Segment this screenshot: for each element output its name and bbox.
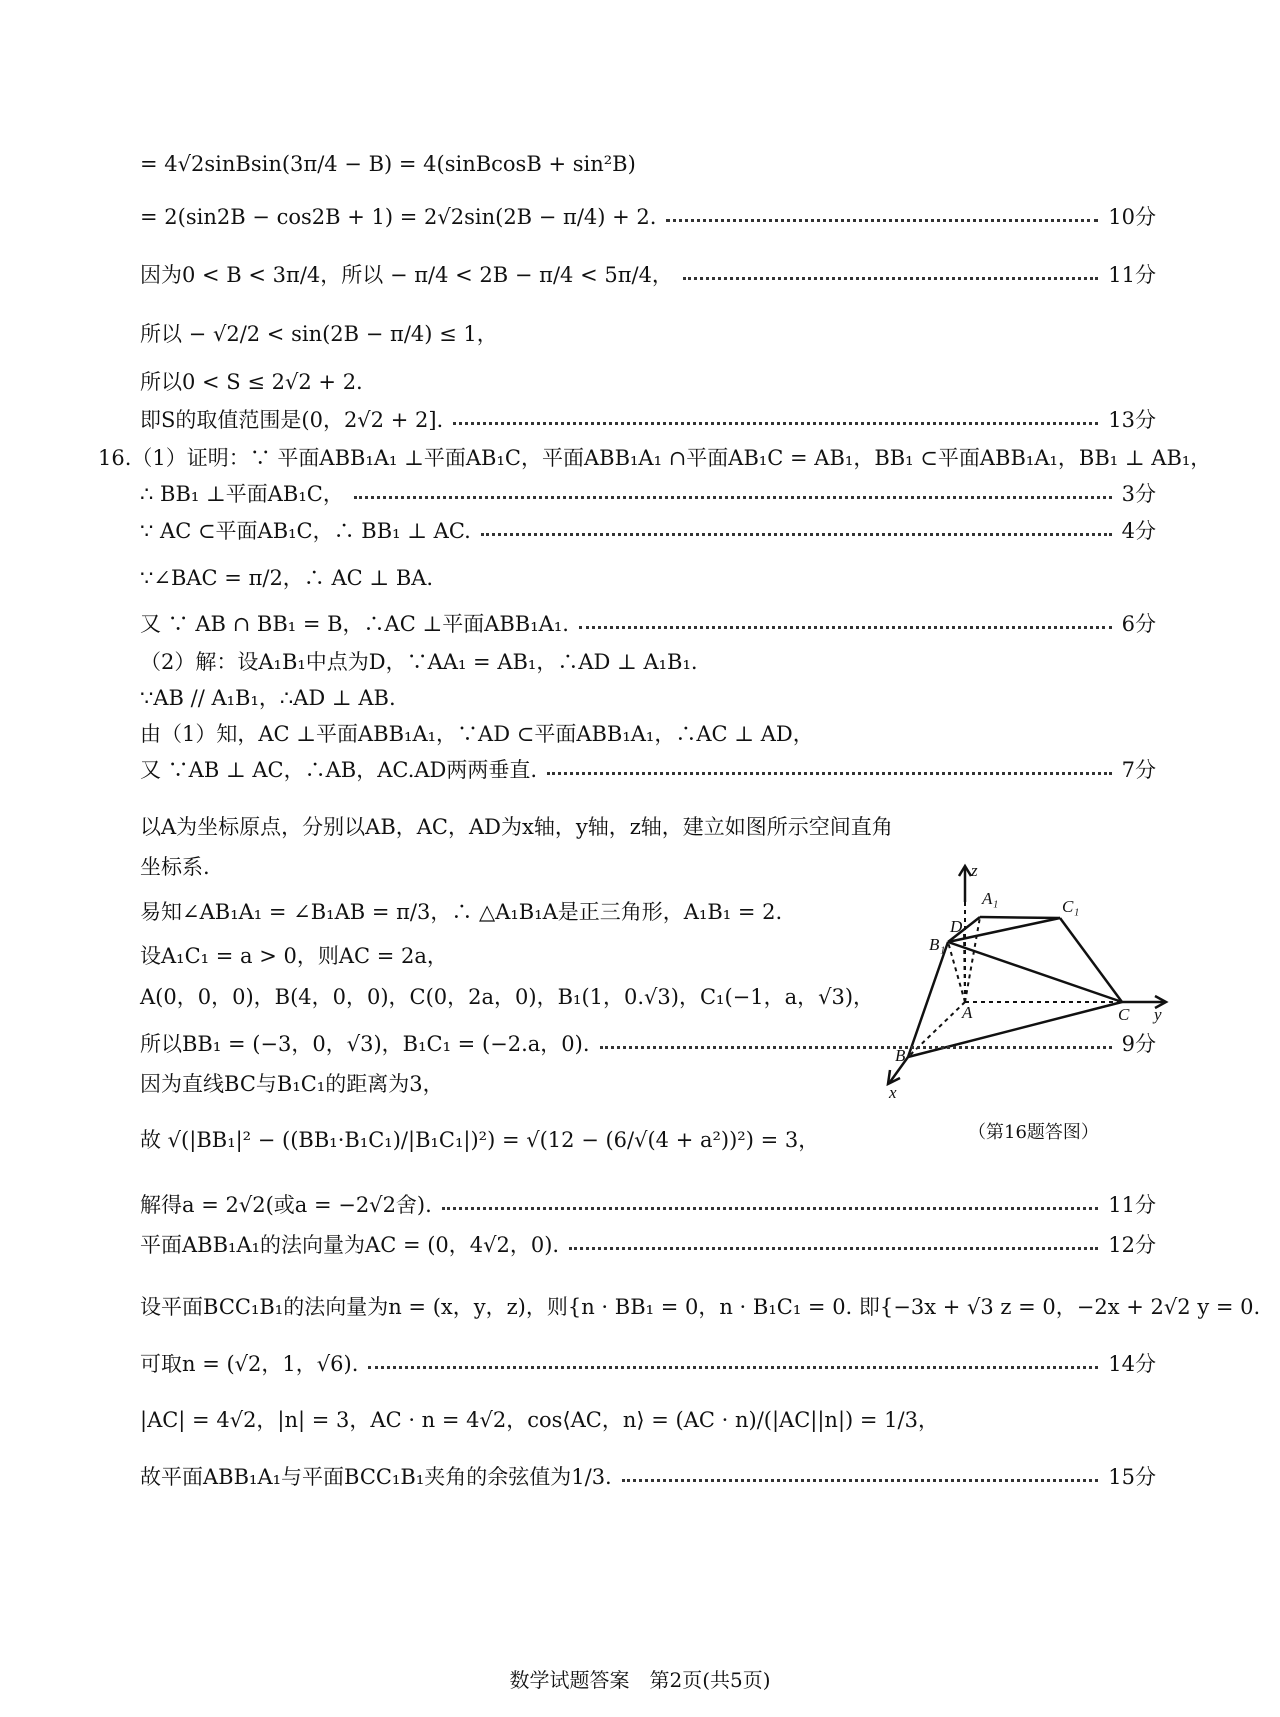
- svg-text:B₁: B₁: [929, 935, 946, 954]
- solution-line: 可取n = (√2，1，√6). 14分: [140, 1352, 1156, 1376]
- solution-line: 所以0 < S ≤ 2√2 + 2.: [140, 370, 363, 394]
- solution-line: 设平面BCC₁B₁的法向量为n = (x，y，z)，则{n · BB₁ = 0，n · B₁C₁ = 0. 即{−3x + √3 z = 0，−2x + 2√2 y = 0.: [140, 1295, 1261, 1319]
- svg-text:B: B: [895, 1046, 906, 1065]
- svg-text:y: y: [1154, 1005, 1162, 1024]
- edge-A1C1: [980, 917, 1060, 918]
- score-mark: 11分: [1108, 1193, 1156, 1217]
- question-16-header: 16.（1）证明：∵ 平面ABB₁A₁ ⊥平面AB₁C，平面ABB₁A₁ ∩平面AB₁C = AB₁，BB₁ ⊂平面ABB₁A₁，BB₁ ⊥ AB₁，: [98, 446, 1212, 470]
- solution-line: 所以 − √2/2 < sin(2B − π/4) ≤ 1，: [140, 322, 498, 346]
- solution-line: ∵ AC ⊂平面AB₁C，∴ BB₁ ⊥ AC. 4分: [140, 519, 1156, 543]
- score-mark: 6分: [1121, 612, 1156, 636]
- leader-dots: [600, 1046, 1112, 1049]
- page-footer: 数学试题答案 第2页(共5页): [509, 1668, 771, 1692]
- solution-line: ∵∠BAC = π/2，∴ AC ⊥ BA.: [140, 566, 434, 590]
- solution-line: = 4√2sinBsin(3π/4 − B) = 4(sinBcosB + sin²B): [140, 152, 636, 176]
- leader-dots: [481, 533, 1112, 536]
- svg-text:D: D: [950, 917, 963, 936]
- solution-line: 又 ∵ AB ∩ BB₁ = B，∴AC ⊥平面ABB₁A₁. 6分: [140, 612, 1156, 636]
- solution-line: 故 √(|BB₁|² − ((BB₁·B₁C₁)/|B₁C₁|)²) = √(12 − (6/√(4 + a²))²) = 3，: [140, 1128, 820, 1152]
- solution-line: 解得a = 2√2(或a = −2√2舍). 11分: [140, 1193, 1156, 1217]
- solution-line: （2）解：设A₁B₁中点为D，∵AA₁ = AB₁，∴AD ⊥ A₁B₁.: [140, 650, 698, 674]
- solution-line: |AC| = 4√2，|n| = 3，AC · n = 4√2，cos⟨AC，n⟩ = (AC · n)/(|AC||n|) = 1/3，: [140, 1408, 939, 1432]
- svg-text:C: C: [1118, 1005, 1130, 1024]
- score-mark: 12分: [1108, 1233, 1156, 1257]
- leader-dots: [368, 1366, 1098, 1369]
- solution-line: A(0，0，0)，B(4，0，0)，C(0，2a，0)，B₁(1，0.√3)，C₁(−1，a，√3)，: [140, 985, 875, 1009]
- solution-line: 平面ABB₁A₁的法向量为AC = (0，4√2，0). 12分: [140, 1233, 1156, 1257]
- solution-line: ∴ BB₁ ⊥平面AB₁C， 3分: [140, 482, 1156, 506]
- score-mark: 14分: [1108, 1352, 1156, 1376]
- score-mark: 15分: [1108, 1465, 1156, 1489]
- solution-line: 以A为坐标原点，分别以AB，AC，AD为x轴，y轴，z轴，建立如图所示空间直角: [140, 815, 893, 839]
- leader-dots: [547, 772, 1112, 775]
- edge-AA1: [965, 917, 980, 1002]
- score-mark: 7分: [1121, 758, 1156, 782]
- solution-line: 设A₁C₁ = a > 0，则AC = 2a，: [140, 944, 448, 968]
- leader-dots: [354, 496, 1112, 499]
- figure-caption: （第16题答图）: [968, 1122, 1099, 1143]
- score-mark: 11分: [1108, 263, 1156, 287]
- svg-text:x: x: [889, 1083, 897, 1102]
- solution-line: 由（1）知，AC ⊥平面ABB₁A₁，∵AD ⊂平面ABB₁A₁，∴AC ⊥ AD，: [140, 722, 814, 746]
- solution-line: 易知∠AB₁A₁ = ∠B₁AB = π/3，∴ △A₁B₁A是正三角形，A₁B₁ = 2.: [140, 900, 783, 924]
- svg-text:z: z: [971, 862, 978, 880]
- figure-labels: [888, 862, 1162, 1102]
- leader-dots: [622, 1479, 1099, 1482]
- solution-line: 坐标系.: [140, 855, 210, 879]
- svg-text:A: A: [962, 1003, 973, 1022]
- svg-text:A₁: A₁: [982, 889, 999, 908]
- leader-dots: [569, 1247, 1098, 1250]
- solution-line: 所以BB₁ = (−3，0，√3)，B₁C₁ = (−2.a，0). 9分: [140, 1032, 1156, 1056]
- solution-line: 因为0 < B < 3π/4，所以 − π/4 < 2B − π/4 < 5π/4， 11分: [140, 263, 1156, 287]
- leader-dots: [683, 277, 1098, 280]
- solution-line: 即S的取值范围是(0，2√2 + 2]. 13分: [140, 408, 1156, 432]
- solution-line: ∵AB // A₁B₁，∴AD ⊥ AB.: [140, 686, 396, 710]
- score-mark: 3分: [1121, 482, 1156, 506]
- solution-line: 故平面ABB₁A₁与平面BCC₁B₁夹角的余弦值为1/3. 15分: [140, 1465, 1156, 1489]
- solution-line: = 2(sin2B − cos2B + 1) = 2√2sin(2B − π/4) + 2. 10分: [140, 205, 1156, 229]
- leader-dots: [666, 219, 1098, 222]
- score-mark: 9分: [1121, 1032, 1156, 1056]
- svg-text:C₁: C₁: [1062, 897, 1080, 916]
- leader-dots: [442, 1207, 1098, 1210]
- solution-line: 因为直线BC与B₁C₁的距离为3，: [140, 1072, 444, 1096]
- edge-AB1: [948, 942, 965, 1002]
- score-mark: 13分: [1108, 408, 1156, 432]
- leader-dots: [579, 626, 1112, 629]
- leader-dots: [453, 422, 1098, 425]
- solution-line: 又 ∵AB ⊥ AC，∴AB，AC.AD两两垂直. 7分: [140, 758, 1156, 782]
- score-mark: 4分: [1121, 519, 1156, 543]
- score-mark: 10分: [1108, 205, 1156, 229]
- edge-C1C: [1060, 918, 1122, 1002]
